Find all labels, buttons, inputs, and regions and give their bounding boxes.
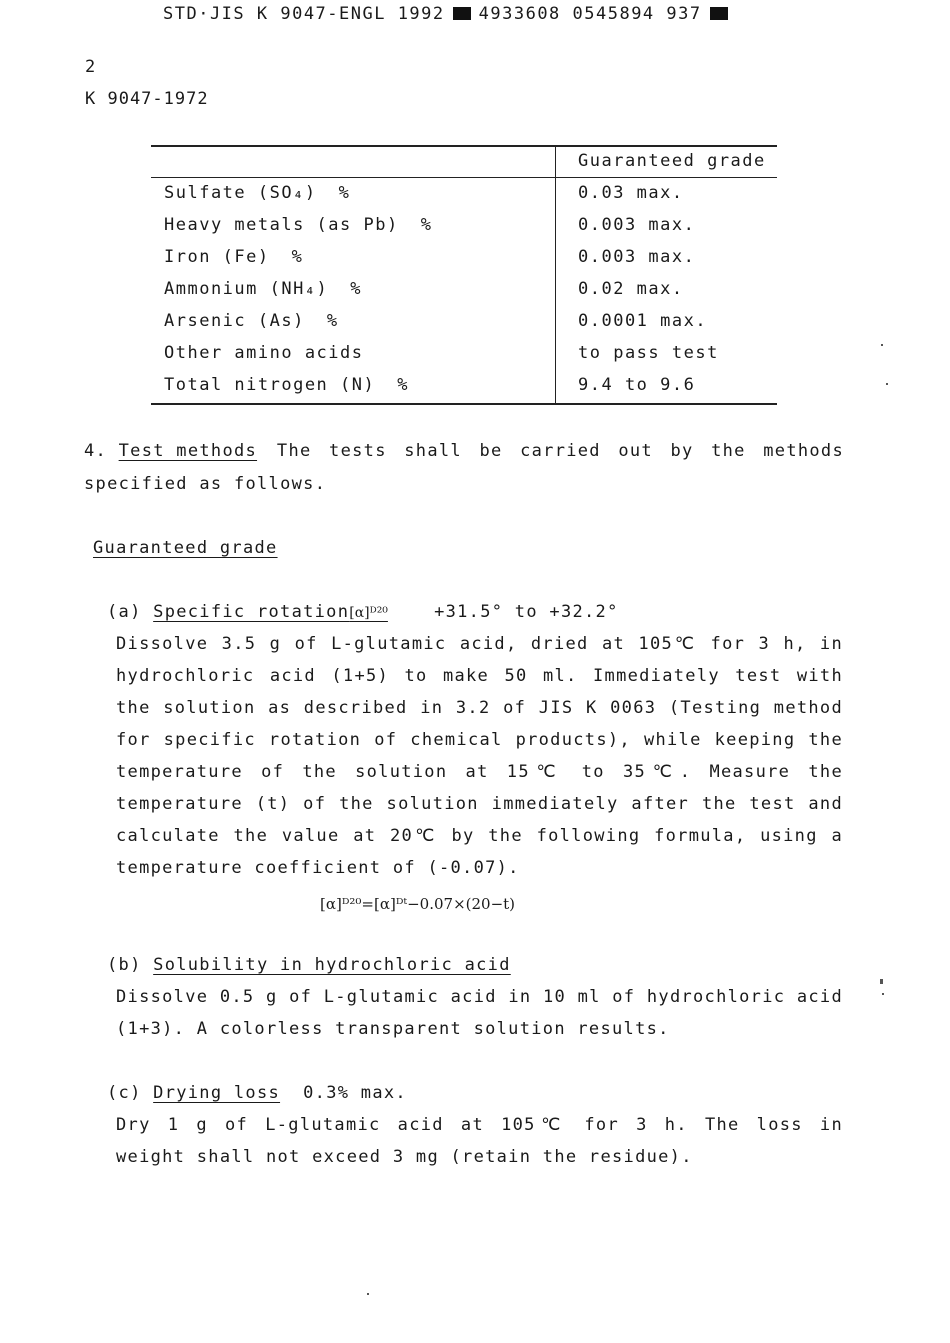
guaranteed-grade-heading: Guaranteed grade xyxy=(93,538,278,558)
table-row xyxy=(151,305,777,363)
table-bottom-rule xyxy=(151,403,777,405)
row-item: Other amino acids xyxy=(164,343,364,363)
table-row xyxy=(151,273,777,331)
item-a-title: Specific rotation[α]ᴰ²⁰ xyxy=(153,602,388,622)
item-a-body xyxy=(116,634,843,890)
item-b-heading xyxy=(107,955,511,975)
item-b-label: (b) xyxy=(107,955,142,975)
column-header-guaranteed-grade: Guaranteed grade xyxy=(578,151,766,171)
row-value: 0.003 max. xyxy=(578,247,696,267)
row-value: 0.03 max. xyxy=(578,183,684,203)
row-value: 0.003 max. xyxy=(578,215,696,235)
table-row xyxy=(151,177,777,235)
header-codes: 4933608 0545894 937 xyxy=(478,4,702,24)
item-b-title: Solubility in hydrochloric acid xyxy=(153,955,511,975)
row-item: Arsenic (As) % xyxy=(164,311,339,331)
page-number: 2 xyxy=(85,57,96,77)
scan-speck xyxy=(880,979,883,984)
body-line: Dissolve 0.5 g of L-glutamic acid in 10 ml of hydrochloric acid xyxy=(116,987,843,1007)
body-line-last: (1+3). A colorless transparent solution results. xyxy=(116,1019,670,1039)
row-value: 9.4 to 9.6 xyxy=(578,375,696,395)
body-line: temperature of the solution at 15℃ to 35℃. Measure the xyxy=(116,762,843,782)
section-4-heading: Test methods xyxy=(118,441,258,461)
body-line-last: weight shall not exceed 3 mg (retain the residue). xyxy=(116,1147,693,1167)
body-line: calculate the value at 20℃ by the following formula, using a xyxy=(116,826,843,846)
section-4-line-1 xyxy=(84,441,844,461)
item-c-label: (c) xyxy=(107,1083,142,1103)
scan-speck xyxy=(886,383,888,385)
body-line: for specific rotation of chemical products), while keeping the xyxy=(116,730,843,750)
standard-number: K 9047-1972 xyxy=(85,89,209,109)
scan-speck xyxy=(882,993,884,995)
item-a-label: (a) xyxy=(107,602,142,622)
body-line: temperature (t) of the solution immediately after the test and xyxy=(116,794,843,814)
specification-table xyxy=(151,145,777,405)
item-b-body xyxy=(116,987,843,1051)
item-c-title: Drying loss xyxy=(153,1083,281,1103)
scan-speck xyxy=(367,1293,369,1295)
table-row xyxy=(151,209,777,267)
correction-formula: [α]ᴰ²⁰=[α]ᴰᵗ−0.07×(20−t) xyxy=(320,895,516,913)
body-line: the solution as described in 3.2 of JIS K 0063 (Testing method xyxy=(116,698,843,718)
row-item: Sulfate (SO₄) % xyxy=(164,183,351,203)
row-item: Iron (Fe) % xyxy=(164,247,304,267)
table-row xyxy=(151,337,777,395)
rotation-symbol: [α]ᴰ²⁰ xyxy=(349,605,388,621)
item-a-heading xyxy=(107,602,619,622)
section-4-line-2: specified as follows. xyxy=(84,474,327,494)
section-4-intro: The tests shall be carried out by the methods xyxy=(276,441,844,461)
item-a-range: +31.5° to +32.2° xyxy=(434,602,619,622)
body-line: Dry 1 g of L-glutamic acid at 105℃ for 3 h. The loss in xyxy=(116,1115,843,1135)
section-4-number: 4. xyxy=(84,441,108,461)
row-value: 0.02 max. xyxy=(578,279,684,299)
item-c-body xyxy=(116,1115,843,1179)
row-item: Total nitrogen (N) % xyxy=(164,375,409,395)
body-line: hydrochloric acid (1+5) to make 50 ml. Immediately test with xyxy=(116,666,843,686)
table-row xyxy=(151,241,777,299)
row-value: to pass test xyxy=(578,343,719,363)
row-item: Ammonium (NH₄) % xyxy=(164,279,363,299)
row-item: Heavy metals (as Pb) % xyxy=(164,215,433,235)
table-row xyxy=(151,145,777,203)
scan-speck xyxy=(881,344,883,346)
item-c-heading xyxy=(107,1083,407,1103)
header-standard-id: STD·JIS K 9047-ENGL 1992 xyxy=(163,4,445,24)
item-c-spec: 0.3% max. xyxy=(303,1083,407,1103)
body-line: Dissolve 3.5 g of L-glutamic acid, dried at 105℃ for 3 h, in xyxy=(116,634,843,654)
header-block-mark xyxy=(453,7,471,20)
row-value: 0.0001 max. xyxy=(578,311,708,331)
body-line-last: temperature coefficient of (-0.07). xyxy=(116,858,520,878)
header-block-mark-end xyxy=(710,7,728,20)
running-header xyxy=(163,4,736,24)
